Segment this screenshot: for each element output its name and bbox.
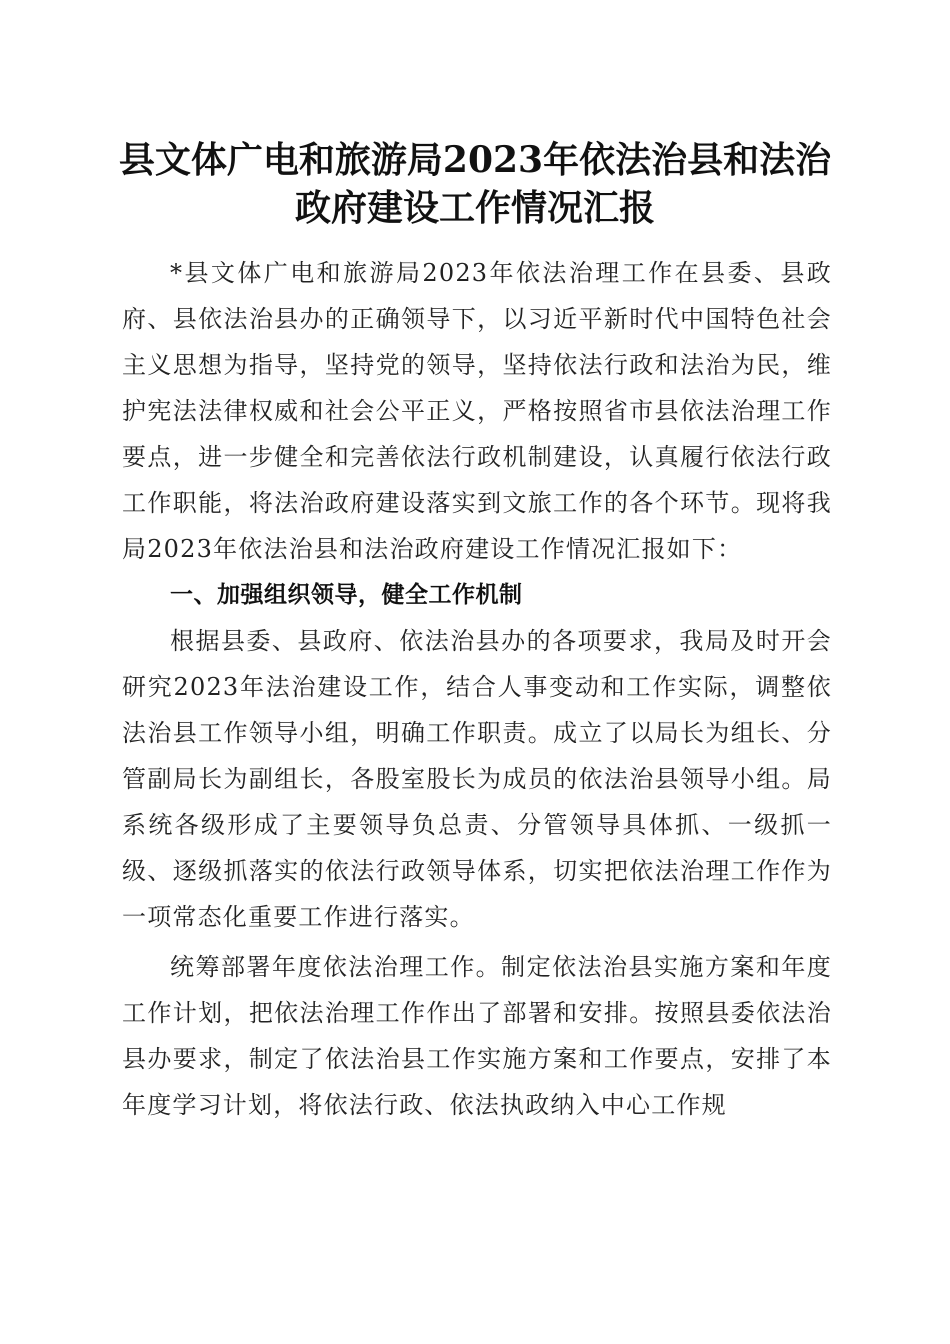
document-title [100, 136, 850, 232]
title-line-1: 县文体广电和旅游局2023年依法治县和法治 [118, 139, 832, 181]
section-1-paragraph-2: 统筹部署年度依法治理工作。制定依法治县实施方案和年度工作计划，把依法治理工作作出了部署和安排。按照县委依法治县办要求，制定了依法治县工作实施方案和工作要点，安排了本年度学习计划，将依法行政、依法执政纳入中心工作规 [122, 953, 832, 1119]
document-body [122, 250, 832, 1128]
section-1-heading: 一、加强组织领导，健全工作机制 [170, 582, 523, 608]
section-1-paragraph-1: 根据县委、县政府、依法治县办的各项要求，我局及时开会研究2023年法治建设工作，结合人事变动和工作实际，调整依法治县工作领导小组，明确工作职责。成立了以局长为组长、分管副局长为副组长，各股室股长为成员的依法治县领导小组。局系统各级形成了主要领导负总责、分管领导具体抓、一级抓一级、逐级抓落实的依法行政领导体系，切实把依法治理工作作为一项常态化重要工作进行落实。 [122, 627, 832, 931]
intro-paragraph: *县文体广电和旅游局2023年依法治理工作在县委、县政府、县依法治县办的正确领导下，以习近平新时代中国特色社会主义思想为指导，坚持党的领导，坚持依法行政和法治为民，维护宪法法律权威和社会公平正义，严格按照省市县依法治理工作要点，进一步健全和完善依法行政机制建设，认真履行依法行政工作职能，将法治政府建设落实到文旅工作的各个环节。现将我局2023年依法治县和法治政府建设工作情况汇报如下： [122, 259, 832, 563]
title-line-2: 政府建设工作情况汇报 [294, 187, 655, 229]
